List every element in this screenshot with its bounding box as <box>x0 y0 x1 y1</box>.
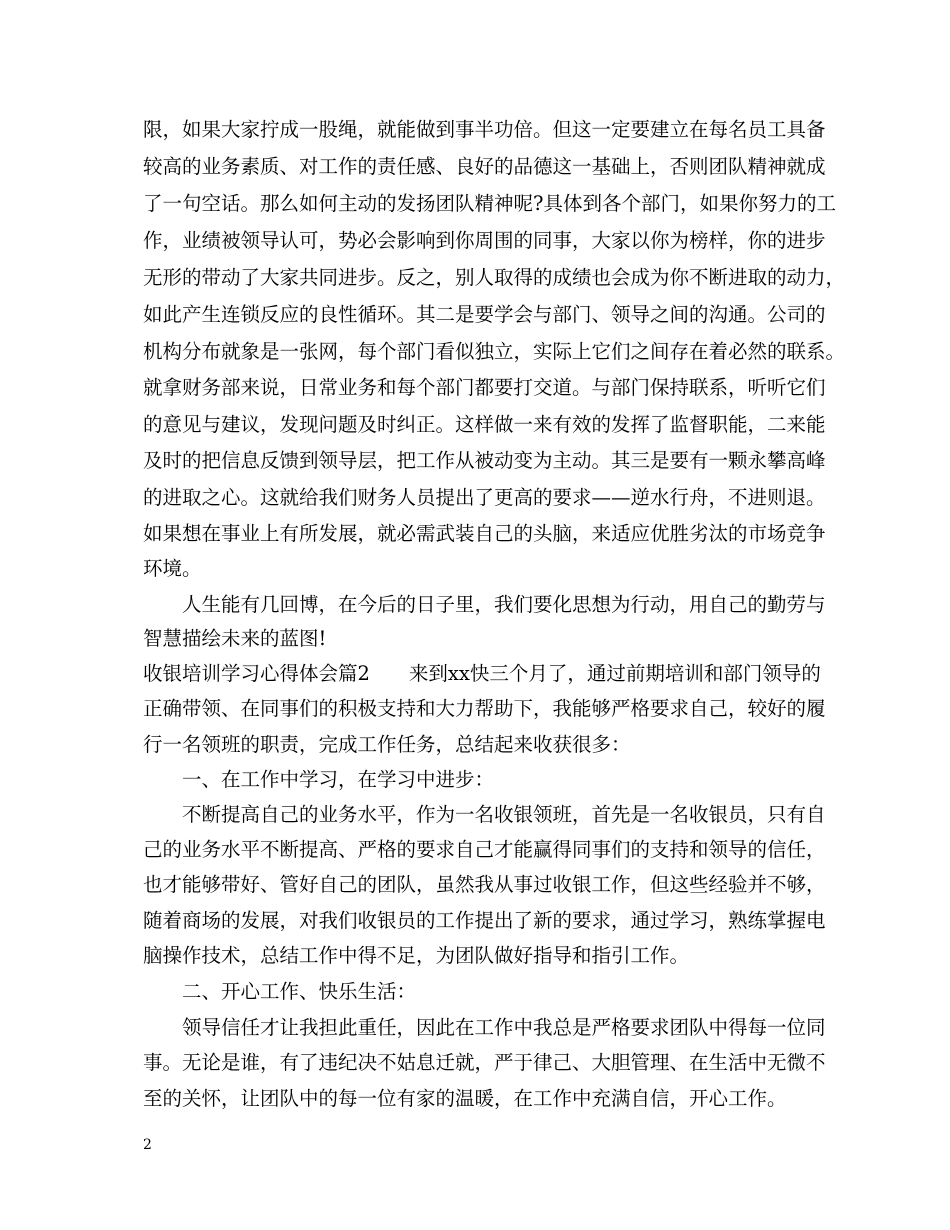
text-line: 环境。 <box>143 557 202 580</box>
text-line: 如此产生连锁反应的良性循环。其二是要学会与部门、领导之间的沟通。公司的 <box>143 303 826 326</box>
subheading-line: 二、开心工作、快乐生活： <box>143 980 417 1003</box>
section-heading-line: 收银培训学习心得体会篇2 来到xx快三个月了，通过前期培训和部门领导的 <box>143 662 821 685</box>
text-line: 脑操作技术，总结工作中得不足，为团队做好指导和指引工作。 <box>143 944 690 967</box>
text-line: 及时的把信息反馈到领导层，把工作从被动变为主动。其三是要有一颗永攀高峰 <box>143 449 826 472</box>
text-line: 了一句空话。那么如何主动的发扬团队精神呢?具体到各个部门，如果你努力的工 <box>143 192 836 215</box>
text-line: 无形的带动了大家共同进步。反之，别人取得的成绩也会成为你不断进取的动力， <box>143 266 846 289</box>
text-line: 事。无论是谁，有了违纪决不姑息迁就，严于律己、大胆管理、在生活中无微不 <box>143 1051 826 1074</box>
text-line: 己的业务水平不断提高、严格的要求自己才能赢得同事们的支持和领导的信任， <box>143 838 826 861</box>
text-line: 正确带领、在同事们的积极支持和大力帮助下，我能够严格要求自己，较好的履 <box>143 697 826 720</box>
text-line: 也才能够带好、管好自己的团队，虽然我从事过收银工作，但这些经验并不够， <box>143 873 826 896</box>
text-line: 如果想在事业上有所发展，就必需武装自己的头脑，来适应优胜劣汰的市场竞争 <box>143 522 826 545</box>
text-line: 的进取之心。这就给我们财务人员提出了更高的要求——逆水行舟，不进则退。 <box>143 486 826 509</box>
text-line: 不断提高自己的业务水平，作为一名收银领班，首先是一名收银员，只有自 <box>143 803 826 826</box>
text-line: 作，业绩被领导认可，势必会影响到你周围的同事，大家以你为榜样，你的进步 <box>143 229 826 252</box>
text-line: 随着商场的发展，对我们收银员的工作提出了新的要求，通过学习，熟练掌握电 <box>143 909 826 932</box>
text-line: 较高的业务素质、对工作的责任感、良好的品德这一基础上，否则团队精神就成 <box>143 155 826 178</box>
text-line: 的意见与建议，发现问题及时纠正。这样做一来有效的发挥了监督职能，二来能 <box>143 413 826 436</box>
text-line: 机构分布就象是一张网，每个部门看似独立，实际上它们之间存在着必然的联系。 <box>143 340 846 363</box>
text-line: 行一名领班的职责，完成工作任务，总结起来收获很多： <box>143 733 631 756</box>
text-line: 就拿财务部来说，日常业务和每个部门都要打交道。与部门保持联系，听听它们 <box>143 376 826 399</box>
text-line: 智慧描绘未来的蓝图! <box>143 627 327 650</box>
text-line: 至的关怀，让团队中的每一位有家的温暖，在工作中充满自信，开心工作。 <box>143 1087 787 1110</box>
page-number: 2 <box>143 1137 152 1153</box>
text-line: 限，如果大家拧成一股绳，就能做到事半功倍。但这一定要建立在每名员工具备 <box>143 118 826 141</box>
text-line: 人生能有几回博，在今后的日子里，我们要化思想为行动，用自己的勤劳与 <box>143 593 826 616</box>
subheading-line: 一、在工作中学习，在学习中进步： <box>143 768 495 791</box>
text-line: 领导信任才让我担此重任，因此在工作中我总是严格要求团队中得每一位同 <box>143 1016 826 1039</box>
